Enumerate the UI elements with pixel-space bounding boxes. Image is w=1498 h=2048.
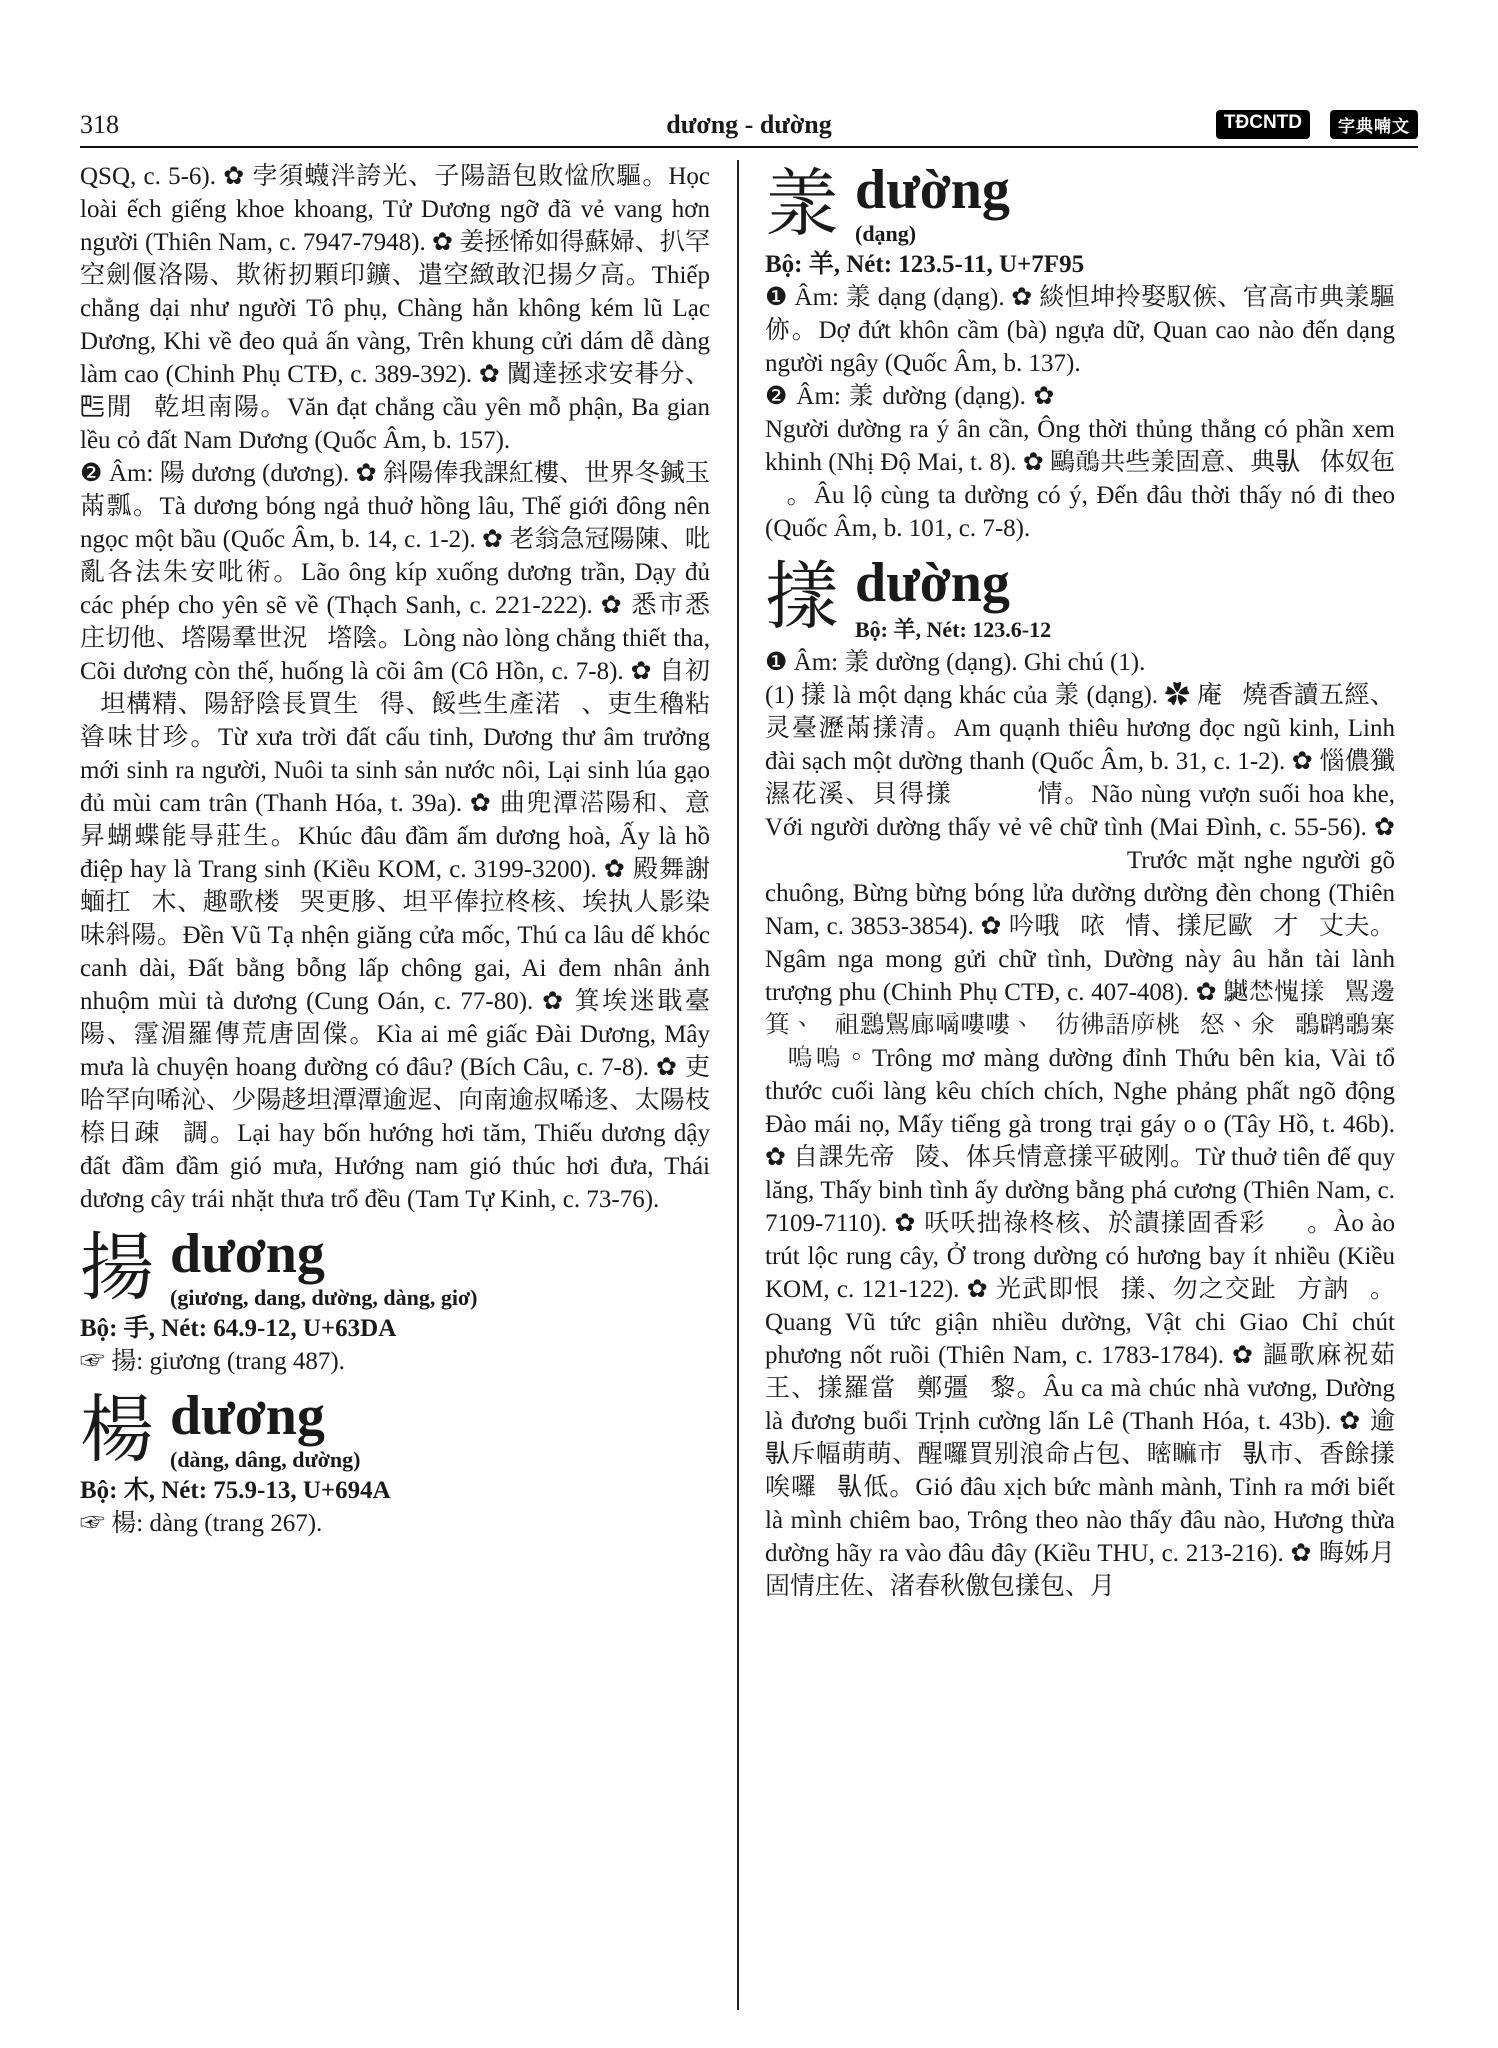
sense-2: ❷ Âm: 羕 dường (dạng). ✿ 𢬣羕𩪽意殷勤、翁時踵倘固分貼輕。Người dường ra ý ân cần, Ông thời thủng thẳng có phần xem khinh (Nhị Độ Mai, t. 8). ✿ 鷗𪄌共些羕固意、典𠊛𨀈体奴㐌𤇊。Âu lộ cùng ta dường có ý, Đến đâu thời thấy nó đi theo (Quốc Âm, b. 101, c. 7-8).	[765, 383, 1395, 542]
alternate-readings: (dạng)	[855, 221, 917, 246]
left-paragraph-2: ❷ Âm: 陽 dương (dương). ✿ 斜陽俸我課紅樓、世界冬鍼玉㒼瓢。Tà dương bóng ngả thuở hồng lâu, Thế giới đông nên ngọc một bầu (Quốc Âm, b. 14, c. 1-2). ✿ 老翁急冠陽陳、吡亂各法朱安吡術。Lão ông kíp xuống dương trần, Dạy đủ các phép cho yên sẽ về (Thạch Sanh, c. 221-222). ✿ 悉市悉庄切他、㙮陽羣世況𢬣㙮陰。Lòng nào lòng chẳng thiết tha, Cõi dương còn thế, huống là cõi âm (Cô Hồn, c. 7-8). ✿ 自初𡗶坦構精、陽舒陰長買生𠊛得、餒些生產渃𤀛、吏生穭粘㽏味甘珍。Từ xưa trời đất cấu tinh, Dương thư âm trưởng mới sinh ra người, Nuôi ta sinh sản nước nôi, Lại sinh lúa gạo đủ mùi cam trân (Thanh Hóa, t. 39a). ✿ 曲兜潭𣹓陽和、意昇蝴蝶能㝵莊生。Khúc đâu đầm ấm dương hoà, Ấy là hồ điệp hay là Trang sinh (Kiều KOM, c. 3199-3200). ✿ 殿舞謝蝒扛𦛌木、趣歌楼𦂾哭更䏧、坦平俸拉柊核、埃执人影染味斜陽。Đền Vũ Tạ nhện giăng cửa mốc, Thú ca lâu dế khóc canh dài, Đất bằng bỗng lấp chông gai, Ai đem nhân ảnh nhuộm mùi tà dương (Cung Oán, c. 77-80). ✿ 箕埃迷戢臺陽、霪湄羅傳荒唐固㒉。Kìa ai mê giấc Đài Dương, Mây mưa là chuyện hoang đường có đâu? (Bích Câu, c. 7-8). ✿ 吏哈罕向唏沁、少陽趍坦潭潭逾迡、向南逾叔唏迻、太陽枝㮈日疎𣛨調。Lại hay bốn hướng hơi tăm, Thiếu dương dậy đất đầm đầm gió mưa, Hướng nam gió thúc hơi đưa, Thái dương cây trái nhặt thưa trổ đều (Tam Tự Kinh, c. 73-76).	[80, 460, 710, 1213]
right-column	[765, 160, 1395, 1603]
entry-info: Bộ: 木, Nét: 75.9-13, U+694A	[80, 1477, 391, 1504]
headword: dương	[170, 1385, 325, 1447]
headword: dường	[855, 552, 1010, 614]
cross-reference: ☞ 楊: dàng (trang 267).	[80, 1510, 323, 1537]
logo-tdcntd: TĐCNTD	[1216, 110, 1310, 139]
column-divider	[737, 160, 739, 2010]
page-header	[80, 106, 1418, 148]
headword-character: 楊	[80, 1387, 154, 1473]
entry-header-duong-3	[765, 160, 1395, 248]
entry-header-duong-4	[765, 553, 1395, 646]
note-1: (1) 㨾 là một dạng khác của 羕 (dạng). ✿ 庵𡙧燒香讀五經、灵臺瀝㒼㨾清。Am quạnh thiêu hương đọc ngũ kinh, Linh đài sạch một dường thanh (Quốc Âm, b. 31, c. 1-2). ✿ 惱儂㺤濕花溪、貝得㨾𧡊𦝄𠶋𡨸情。Não nùng vượn suối hoa khe, Với người dường thấy vẻ vê chữ tình (Mai Đình, c. 55-56). ✿ 𨎟𦄵𤶑驅拈鐘、炐炐𦝄焒㨾㨾畑燐。Trước mặt nghe người gõ chuông, Bừng bừng bóng lửa dường dường đèn chong (Thiên Nam, c. 3853-3854). ✿ 吟哦𡗶𠲖𡨸情、㨾尼歐𠰚才𫱯丈夫。Ngâm nga mong gửi chữ tình, Dường này âu hẳn tài lành trượng phu (Chinh Phụ CTĐ, c. 407-408). ✿ 𪆧𢛓𢢯㨾𡶀𪃹邊箕、𠳨祖𪅴𪃹廊嘀嘍嘍、𡌽彷彿語㡿桃𡗶怒、氽𠵩𪃿䴙𪃿寨𠵩嗚嗚。Trông mơ màng dường đỉnh Thứu bên kia, Vài tổ thước cuối làng kêu chích chích, Nghe phảng phất ngõ động Đào mái nọ, Mấy tiếng gà trong trại gáy o o (Tây Hồ, t. 46b). ✿ 自課先帝𠀲陵、体兵情意㨾平破刚。Từ thuở tiên đế quy lăng, Thấy binh tình ấy dường bằng phá cương (Thiên Nam, c. 7109-7110). ✿ 㕭㕭拙祿柊核、於䜋㨾固香彩𨁥𩵜。Ào ào trút lộc rung cây, Ở trong dường có hương bay ít nhiều (Kiều KOM, c. 121-122). ✿ 光武即恨𩵜㨾、勿之交趾𤠄方訥𧋆。Quang Vũ tức giận nhiều dường, Vật chi Giao Chỉ chút phương nốt ruồi (Thiên Nam, c. 1783-1784). ✿ 謳歌麻祝茹王、㨾羅當𣉹鄭彊𨔈黎。Âu ca mà chúc nhà vương, Dường là đương buổi Trịnh cường lấn Lê (Thanh Hóa, t. 43b). ✿ 逾𠊛斥幅萌萌、醒囉買别浪命占包、𥉴𥊚市𧡊𠊛市、香餘㨾唉囉𠓨𠊛低。Gió đâu xịch bức mành mành, Tỉnh ra mới biết là mình chiêm bao, Trông theo nào thấy đâu nào, Hương thừa dường hãy ra vào đâu đây (Kiều THU, c. 213-216). ✿ 晦姊月固情庄佐、渚春秋儌包㨾包、月	[765, 682, 1395, 1600]
sense-1: ❶ Âm: 羕 dạng (dạng). ✿ 緂怛坤拎娶馭㑵、官高市典羕驅㑊。Dợ đứt khôn cầm (bà) ngựa dữ, Quan cao nào đến dạng người ngây (Quốc Âm, b. 137).	[765, 284, 1395, 377]
entry-info: Bộ: 手, Nét: 64.9-12, U+63DA	[80, 1315, 397, 1342]
entry-header-duong-1	[80, 1224, 710, 1312]
running-title: dương - dường	[666, 110, 832, 139]
page-number: 318	[80, 110, 119, 139]
headword: dương	[170, 1223, 325, 1285]
logo-group	[1216, 110, 1418, 139]
sense-1: ❶ Âm: 羕 dường (dạng). Ghi chú (1).	[765, 649, 1146, 676]
alternate-readings: (dàng, dâng, dường)	[170, 1447, 361, 1472]
cross-reference: ☞ 揚: giương (trang 487).	[80, 1348, 345, 1375]
headword: dường	[855, 159, 1010, 221]
headword-character: 揚	[80, 1225, 154, 1311]
entry-info: Bộ: 羊, Nét: 123.5-11, U+7F95	[765, 251, 1085, 278]
headword-character: 㨾	[765, 554, 839, 640]
left-paragraph-1: QSQ, c. 5-6). ✿ 孛須蠛泮誇光、子陽語包敗𢞂欣驅。Học loài ếch giếng khoe khoang, Tử Dương ngỡ đã vẻ vang hơn người (Thiên Nam, c. 7947-7948). ✿ 姜拯悕如得蘇婦、扒罕空劍偃洛陽、欺術扨顆印鑛、遣空緻敢氾揚夕高。Thiếp chẳng dại như người Tô phụ, Chàng hẳn không kém lũ Lạc Dương, Khi về đeo quả ấn vàng, Trên khung cửi dám dễ dàng làm cao (Chinh Phụ CTĐ, c. 389-392). ✿ 闐達拯求安朞分、𠀧閒𠓨乾坦南陽。Văn đạt chẳng cầu yên mỗ phận, Ba gian lều cỏ đất Nam Dương (Quốc Âm, b. 157).	[80, 163, 710, 454]
left-column	[80, 160, 710, 1540]
logo-han-nom: 字典喃文	[1330, 110, 1418, 139]
entry-info: Bộ: 羊, Nét: 123.6-12	[855, 617, 1052, 642]
alternate-readings: (giương, dang, dường, dàng, giơ)	[170, 1285, 478, 1310]
entry-header-duong-2	[80, 1386, 710, 1474]
headword-character: 羕	[765, 161, 839, 247]
